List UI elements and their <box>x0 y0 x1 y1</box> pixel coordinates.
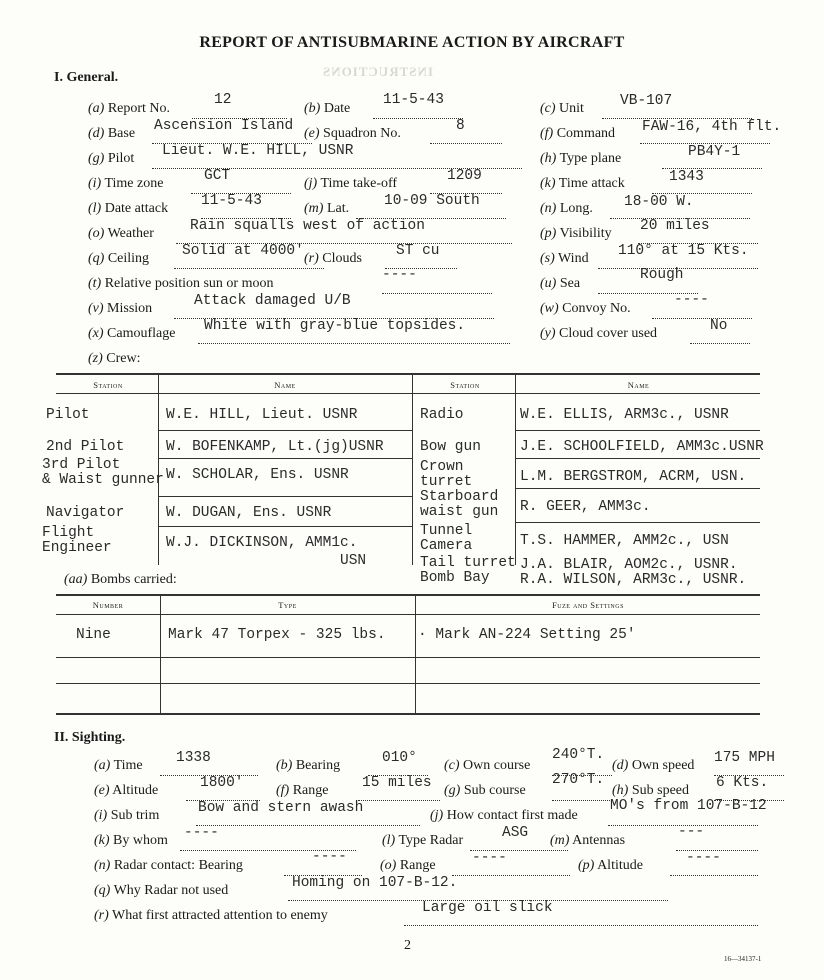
field-label-g: Pilot <box>107 151 135 166</box>
field-h <box>612 783 689 799</box>
crew-row-rule <box>515 430 760 431</box>
item-letter: (m) <box>304 201 324 216</box>
bombs-header-number: Number <box>92 600 124 610</box>
bombs-table-top-rule <box>56 594 760 596</box>
fill-line-r <box>404 925 758 926</box>
field-value-w[interactable]: ---- <box>674 292 709 308</box>
item-letter: (n) <box>540 201 557 216</box>
field-l <box>88 201 168 217</box>
field-value-g[interactable]: Lieut. W.E. HILL, USNR <box>162 143 354 159</box>
field-p <box>578 858 643 874</box>
field-value-y[interactable]: No <box>710 318 728 334</box>
fill-line-g <box>552 800 612 801</box>
field-w <box>540 301 631 317</box>
field-value-l[interactable]: 11-5-43 <box>201 193 262 209</box>
field-value-e[interactable]: 8 <box>456 118 465 134</box>
field-label-z: Crew: <box>106 351 141 366</box>
field-label-p: Visibility <box>559 226 612 241</box>
field-value-k[interactable]: 1343 <box>669 169 704 185</box>
field-value-t[interactable]: ---- <box>382 267 417 283</box>
crew-table-top-rule <box>56 373 760 375</box>
fill-line-x <box>198 343 510 344</box>
field-c <box>444 758 530 774</box>
crew-station: Flight Engineer <box>42 525 112 556</box>
field-label-v: Mission <box>107 301 153 316</box>
bombs-carried-text: Bombs carried: <box>90 572 177 587</box>
field-label-m: Antennas <box>572 833 626 848</box>
page-number: 2 <box>404 938 411 953</box>
bombs-table-bottom-rule <box>56 713 760 715</box>
field-label-f: Command <box>556 126 616 141</box>
field-value-n[interactable]: ---- <box>312 849 347 865</box>
field-label-n: Radar contact: Bearing <box>113 858 243 873</box>
item-letter: (p) <box>578 858 595 873</box>
item-letter: (q) <box>88 251 105 266</box>
item-letter: (k) <box>94 833 110 848</box>
item-letter: (f) <box>276 783 290 798</box>
item-letter: (aa) <box>64 572 88 587</box>
field-label-r: What first attracted attention to enemy <box>112 908 328 923</box>
field-label-e: Squadron No. <box>323 126 401 141</box>
field-label-j: Time take-off <box>320 176 398 191</box>
field-label-d: Own speed <box>631 758 695 773</box>
field-value-u[interactable]: Rough <box>640 267 684 283</box>
field-value-o[interactable]: Rain squalls west of action <box>190 218 425 234</box>
fill-line-q <box>174 268 324 269</box>
field-value-g[interactable]: 270°T. <box>552 772 605 788</box>
item-letter: (f) <box>540 126 554 141</box>
field-b <box>276 758 340 774</box>
crew-name[interactable]: W. DUGAN, Ens. USNR <box>166 505 332 521</box>
field-value-o[interactable]: ---- <box>472 850 507 866</box>
field-label-m: Lat. <box>326 201 350 216</box>
field-j <box>304 176 397 192</box>
item-letter: (g) <box>444 783 461 798</box>
field-a <box>94 758 143 774</box>
field-m <box>550 833 625 849</box>
field-label-j: How contact first made <box>446 808 578 823</box>
field-value-j[interactable]: MO's from 107-B-12 <box>610 798 767 814</box>
field-label-l: Date attack <box>104 201 169 216</box>
crew-name[interactable]: W. SCHOLAR, Ens. USNR <box>166 467 349 483</box>
item-letter: (l) <box>88 201 102 216</box>
fill-line-i <box>196 825 420 826</box>
crew-header-name-left: Name <box>274 380 296 390</box>
crew-station: 3rd Pilot & Waist gunner <box>42 457 164 488</box>
fill-line-w <box>652 318 752 319</box>
field-m <box>304 201 349 217</box>
field-value-a[interactable]: 1338 <box>176 750 211 766</box>
field-value-m[interactable]: 10-09 South <box>384 193 480 209</box>
item-letter: (r) <box>304 251 319 266</box>
item-letter: (e) <box>94 783 110 798</box>
item-letter: (w) <box>540 301 559 316</box>
field-d <box>88 126 135 142</box>
field-label-k: By whom <box>113 833 168 848</box>
crew-name[interactable]: L.M. BERGSTROM, ACRM, USN. <box>520 469 747 485</box>
crew-name[interactable]: J.E. SCHOOLFIELD, AMM3c.USNR <box>520 439 764 455</box>
field-label-a: Report No. <box>107 101 171 116</box>
field-label-b: Date <box>323 101 351 116</box>
crew-row-rule <box>158 526 412 527</box>
field-p <box>540 226 612 242</box>
field-value-i[interactable]: Bow and stern awash <box>198 800 364 816</box>
crew-station: Radio <box>420 407 464 423</box>
field-value-c[interactable]: 240°T. <box>552 747 605 763</box>
fill-line-t <box>382 293 492 294</box>
field-value-d[interactable]: 175 MPH <box>714 750 775 766</box>
item-letter: (a) <box>94 758 111 773</box>
field-g <box>88 151 134 167</box>
crew-name[interactable]: T.S. HAMMER, AMM2c., USN <box>520 533 729 549</box>
fill-line-y <box>690 343 750 344</box>
field-label-e: Altitude <box>112 783 159 798</box>
field-value-l[interactable]: ASG <box>502 825 529 841</box>
field-n <box>94 858 243 874</box>
crew-col-divider-2 <box>412 375 413 565</box>
field-value-b[interactable]: 11-5-43 <box>383 92 444 108</box>
field-value-b[interactable]: 010° <box>382 750 417 766</box>
field-label-x: Camouflage <box>107 326 176 341</box>
item-letter: (c) <box>540 101 556 116</box>
field-n <box>540 201 593 217</box>
field-t <box>88 276 273 292</box>
crew-header-name-right: Name <box>627 380 650 390</box>
field-c <box>540 101 584 117</box>
fill-line-b <box>373 118 463 119</box>
field-label-i: Time zone <box>104 176 164 191</box>
field-r <box>94 908 328 924</box>
crew-station: 2nd Pilot <box>46 439 125 455</box>
crew-row-rule <box>515 488 760 489</box>
fill-line-e <box>430 143 502 144</box>
field-value-f[interactable]: FAW-16, 4th flt. <box>642 119 782 135</box>
crew-row-rule <box>515 522 760 523</box>
item-letter: (a) <box>88 101 105 116</box>
field-label-l: Type Radar <box>398 833 464 848</box>
item-letter: (z) <box>88 351 103 366</box>
field-i <box>88 176 163 192</box>
field-value-q[interactable]: Homing on 107-B-12. <box>292 875 458 891</box>
field-f <box>276 783 328 799</box>
field-value-c[interactable]: VB-107 <box>620 93 673 109</box>
crew-row-rule <box>515 458 760 459</box>
bombs-col-divider-1 <box>160 596 161 714</box>
item-letter: (d) <box>612 758 629 773</box>
field-value-p[interactable]: 20 miles <box>640 218 710 234</box>
item-letter: (r) <box>94 908 109 923</box>
bombs-carried-label <box>64 572 177 588</box>
field-j <box>430 808 578 824</box>
field-i <box>94 808 159 824</box>
field-label-i: Sub trim <box>110 808 160 823</box>
field-label-o: Range <box>399 858 436 873</box>
field-y <box>540 326 657 342</box>
field-value-a[interactable]: 12 <box>214 92 232 108</box>
crew-name[interactable]: R. GEER, AMM3c. <box>520 499 651 515</box>
crew-station: Pilot <box>46 407 90 423</box>
field-e <box>304 126 401 142</box>
field-value-i[interactable]: GCT <box>204 168 231 184</box>
crew-col-divider-3 <box>515 375 516 565</box>
field-h <box>540 151 621 167</box>
form-code: 16—34137-1 <box>724 955 762 963</box>
field-u <box>540 276 580 292</box>
field-label-f: Range <box>292 783 329 798</box>
field-value-s[interactable]: 110° at 15 Kts. <box>618 243 749 259</box>
bombs-header-fuze: Fuze and Settings <box>552 600 624 610</box>
crew-header-station-right: Station <box>450 380 480 390</box>
bleed-through-text: INSTRUCTIONS <box>322 64 433 79</box>
crew-station: Starboard waist gun <box>420 489 499 520</box>
field-label-q: Ceiling <box>107 251 150 266</box>
field-label-a: Time <box>113 758 143 773</box>
crew-row-rule <box>158 496 412 497</box>
item-letter: (x) <box>88 326 104 341</box>
bombs-table-header-rule <box>56 614 760 615</box>
item-letter: (t) <box>88 276 102 291</box>
item-letter: (u) <box>540 276 557 291</box>
field-value-p[interactable]: ---- <box>686 850 721 866</box>
field-x <box>88 326 175 342</box>
field-k <box>94 833 168 849</box>
field-value-f[interactable]: 15 miles <box>362 775 432 791</box>
crew-station: Tunnel Camera <box>420 523 473 554</box>
item-letter: (v) <box>88 301 104 316</box>
field-a <box>88 101 170 117</box>
item-letter: (i) <box>94 808 108 823</box>
bombs-col-divider-2 <box>415 596 416 714</box>
item-letter: (j) <box>304 176 318 191</box>
crew-table-header-rule <box>56 393 760 394</box>
crew-station: Navigator <box>46 505 125 521</box>
field-label-r: Clouds <box>322 251 362 266</box>
field-value-h[interactable]: PB4Y-1 <box>688 144 741 160</box>
field-label-b: Bearing <box>295 758 341 773</box>
field-label-k: Time attack <box>558 176 625 191</box>
item-letter: (m) <box>550 833 570 848</box>
item-letter: (c) <box>444 758 460 773</box>
item-letter: (o) <box>380 858 397 873</box>
field-label-c: Own course <box>463 758 531 773</box>
crew-name[interactable]: W.E. HILL, Lieut. USNR <box>166 407 358 423</box>
item-letter: (j) <box>430 808 444 823</box>
section-general-title: I. General. <box>54 70 119 85</box>
field-value-d[interactable]: Ascension Island <box>154 118 294 134</box>
item-letter: (y) <box>540 326 556 341</box>
field-o <box>88 226 154 242</box>
crew-name[interactable]: W.E. ELLIS, ARM3c., USNR <box>520 407 729 423</box>
field-label-y: Cloud cover used <box>559 326 658 341</box>
field-value-m[interactable]: --- <box>678 824 705 840</box>
section-sighting-title: II. Sighting. <box>54 730 126 745</box>
crew-row-rule <box>158 430 412 431</box>
item-letter: (g) <box>88 151 105 166</box>
field-value-r[interactable]: Large oil slick <box>422 900 553 916</box>
crew-name[interactable]: J.A. BLAIR, AOM2c., USNR. R.A. WILSON, ARM3c., USNR. <box>520 557 747 588</box>
field-label-q: Why Radar not used <box>113 883 229 898</box>
bomb-fuze[interactable]: · Mark AN-224 Setting 25' <box>418 627 636 643</box>
field-label-g: Sub course <box>463 783 526 798</box>
item-letter: (s) <box>540 251 555 266</box>
bomb-number[interactable]: Nine <box>76 627 111 643</box>
item-letter: (d) <box>88 126 105 141</box>
field-value-v[interactable]: Attack damaged U/B <box>194 293 351 309</box>
field-f <box>540 126 615 142</box>
item-letter: (b) <box>304 101 321 116</box>
item-letter: (i) <box>88 176 102 191</box>
bombs-row-rule <box>56 657 760 658</box>
field-v <box>88 301 152 317</box>
crew-station: Bow gun <box>420 439 481 455</box>
crew-station: Crown turret <box>420 459 473 490</box>
item-letter: (q) <box>94 883 111 898</box>
field-value-x[interactable]: White with gray-blue topsides. <box>204 318 466 334</box>
field-label-p: Altitude <box>597 858 643 873</box>
item-letter: (h) <box>612 783 629 798</box>
field-label-c: Unit <box>559 101 584 116</box>
report-title: REPORT OF ANTISUBMARINE ACTION BY AIRCRAFT <box>199 34 625 51</box>
field-label-d: Base <box>107 126 136 141</box>
crew-station: Tail turret Bomb Bay <box>420 555 516 586</box>
field-label-u: Sea <box>559 276 581 291</box>
item-letter: (p) <box>540 226 557 241</box>
field-b <box>304 101 350 117</box>
field-z <box>88 351 141 367</box>
item-letter: (k) <box>540 176 556 191</box>
crew-name-suffix[interactable]: USN <box>340 553 367 569</box>
crew-name[interactable]: W.J. DICKINSON, AMM1c. <box>166 535 358 551</box>
field-q <box>94 883 228 899</box>
bomb-type[interactable]: Mark 47 Torpex - 325 lbs. <box>168 627 386 643</box>
field-label-s: Wind <box>558 251 589 266</box>
field-label-n: Long. <box>559 201 593 216</box>
item-letter: (h) <box>540 151 557 166</box>
crew-name[interactable]: W. BOFENKAMP, Lt.(jg)USNR <box>166 439 384 455</box>
field-value-h[interactable]: 6 Kts. <box>716 775 769 791</box>
field-s <box>540 251 589 267</box>
field-label-w: Convoy No. <box>562 301 631 316</box>
fill-line-p <box>670 875 758 876</box>
field-k <box>540 176 625 192</box>
field-value-k[interactable]: ---- <box>184 825 219 841</box>
field-label-h: Sub speed <box>631 783 689 798</box>
field-d <box>612 758 694 774</box>
field-value-n[interactable]: 18-00 W. <box>624 194 694 210</box>
fill-line-o <box>452 875 570 876</box>
field-r <box>304 251 362 267</box>
field-label-h: Type plane <box>559 151 622 166</box>
bombs-row-rule <box>56 683 760 684</box>
field-value-j[interactable]: 1209 <box>447 168 482 184</box>
field-label-t: Relative position sun or moon <box>104 276 274 291</box>
field-value-q[interactable]: Solid at 4000' <box>182 243 304 259</box>
field-q <box>88 251 149 267</box>
item-letter: (b) <box>276 758 293 773</box>
field-l <box>382 833 463 849</box>
field-value-r[interactable]: ST cu <box>396 243 440 259</box>
bombs-header-type: Type <box>278 600 297 610</box>
fill-line-f <box>358 800 440 801</box>
field-value-e[interactable]: 1800' <box>200 775 244 791</box>
item-letter: (e) <box>304 126 320 141</box>
item-letter: (l) <box>382 833 396 848</box>
field-o <box>380 858 436 874</box>
item-letter: (o) <box>88 226 105 241</box>
crew-header-station-left: Station <box>93 380 123 390</box>
field-g <box>444 783 526 799</box>
field-e <box>94 783 158 799</box>
crew-row-rule <box>158 458 412 459</box>
item-letter: (n) <box>94 858 111 873</box>
field-label-o: Weather <box>107 226 154 241</box>
